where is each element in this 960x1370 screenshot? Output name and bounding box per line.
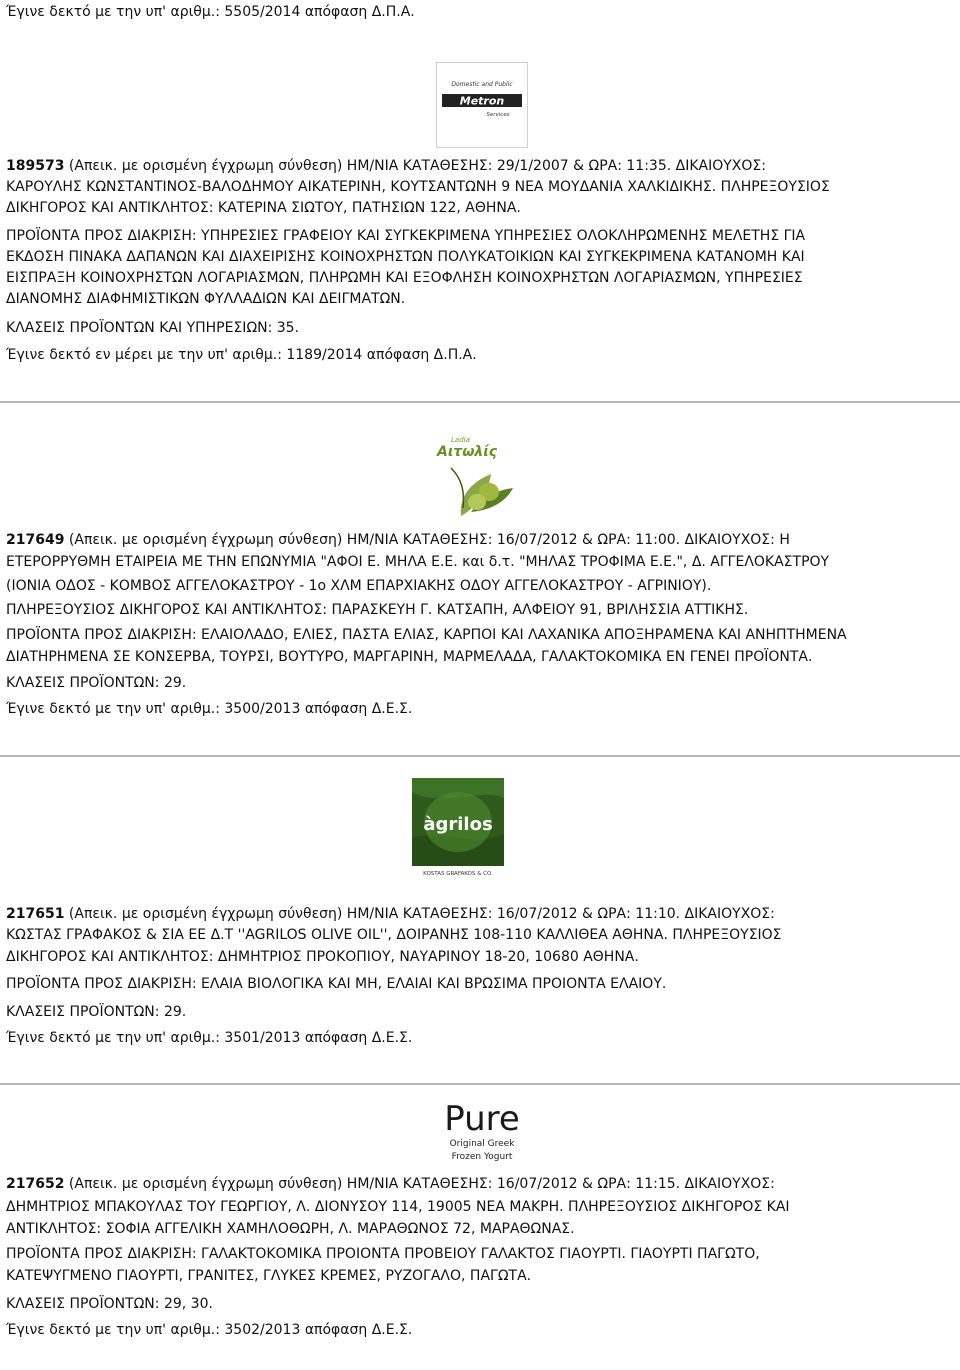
entry-text-line: ΔΙΚΗΓΟΡΟΣ ΚΑΙ ΑΝΤΙΚΛΗΤΟΣ: ΔΗΜΗΤΡΙΟΣ ΠΡΟΚΟΠΙΟΥ, ΝΑΥΑΡΙΝΟΥ 18-20, 10680 ΑΘΗΝΑ. xyxy=(6,949,639,965)
divider xyxy=(0,755,960,757)
entry-text-line: ΠΛΗΡΕΞΟΥΣΙΟΣ ΔΙΚΗΓΟΡΟΣ ΚΑΙ ΑΝΤΙΚΛΗΤΟΣ: ΠΑΡΑΣΚΕΥΗ Γ. ΚΑΤΣΑΠΗ, ΑΛΦΕΙΟΥ 91, ΒΡΙΛΗΣΣΙΑ ΑΤΤΙΚΗΣ. xyxy=(6,602,749,618)
entry-number: 217649 xyxy=(6,532,65,548)
pure-logo xyxy=(436,1094,528,1166)
entry-decision: Έγινε δεκτό με την υπ' αριθμ.: 3500/2013 απόφαση Δ.Ε.Σ. xyxy=(6,701,413,717)
metron-logo-services: Services xyxy=(486,112,510,118)
entry-text-line: ΕΚΔΟΣΗ ΠΙΝΑΚΑ ΔΑΠΑΝΩΝ ΚΑΙ ΔΙΑΧΕΙΡΙΣΗΣ ΚΟΙΝΟΧΡΗΣΤΩΝ ΠΟΛΥΚΑΤΟΙΚΙΩΝ ΚΑΙ ΣΥΓΚΕΚΡΙΜΕΝΑ ΚΑΤΑΝΟΜΗ ΚΑΙ xyxy=(6,249,805,265)
metron-logo-wordmark: Metron xyxy=(459,94,505,108)
metron-logo-tagline: Domestic and Public xyxy=(451,81,513,88)
entry-classes: ΚΛΑΣΕΙΣ ΠΡΟΪΟΝΤΩΝ: 29, 30. xyxy=(6,1296,213,1312)
entry-text-line: ΑΝΤΙΚΛΗΤΟΣ: ΣΟΦΙΑ ΑΓΓΕΛΙΚΗ ΧΑΜΗΛΟΘΩΡΗ, Λ. ΜΑΡΑΘΩΝΟΣ 72, ΜΑΡΑΘΩΝΑΣ. xyxy=(6,1221,575,1237)
pure-logo-line-2: Original Greek xyxy=(449,1139,515,1149)
agrilos-logo-company: KOSTAS GRAFAKOS & CO. xyxy=(423,871,493,877)
entry-number: 217651 xyxy=(6,906,65,922)
entry-text-line: ΔΙΚΗΓΟΡΟΣ ΚΑΙ ΑΝΤΙΚΛΗΤΟΣ: ΚΑΤΕΡΙΝΑ ΣΙΩΤΟΥ, ΠΑΤΗΣΙΩΝ 122, ΑΘΗΝΑ. xyxy=(6,200,521,216)
entry-number: 217652 xyxy=(6,1176,65,1192)
entry-products-line: ΠΡΟΪΟΝΤΑ ΠΡΟΣ ΔΙΑΚΡΙΣΗ: ΕΛΑΙΟΛΑΔΟ, ΕΛΙΕΣ, ΠΑΣΤΑ ΕΛΙΑΣ, ΚΑΡΠΟΙ ΚΑΙ ΛΑΧΑΝΙΚΑ ΑΠΟΞΗΡΑΜΕΝΑ ΚΑΙ ΑΝΗΠΤΗΜΕΝΑ xyxy=(6,627,847,643)
entry-text-line: ΚΩΣΤΑΣ ΓΡΑΦΑΚΟΣ & ΣΙΑ ΕΕ Δ.Τ ''AGRILOS OLIVE OIL'', ΔΟΙΡΑΝΗΣ 108-110 ΚΑΛΛΙΘΕΑ ΑΘΗΝΑ. ΠΛΗΡΕΞΟΥΣΙΟΣ xyxy=(6,927,782,943)
entry-number: 189573 xyxy=(6,158,65,174)
entry-text-line: (ΙΟΝΙΑ ΟΔΟΣ - ΚΟΜΒΟΣ ΑΓΓΕΛΟΚΑΣΤΡΟΥ - 1ο ΧΛΜ ΕΠΑΡΧΙΑΚΗΣ ΟΔΟΥ ΑΓΓΕΛΟΚΑΣΤΡΟΥ - ΑΓΡΙΝΙΟΥ). xyxy=(6,578,712,594)
aitolis-logo-wordmark: Αιτωλίς xyxy=(437,444,498,460)
entry-text-line: ΚΑΤΕΨΥΓΜΕΝΟ ΓΙΑΟΥΡΤΙ, ΓΡΑΝΙΤΕΣ, ΓΛΥΚΕΣ ΚΡΕΜΕΣ, ΡΥΖΟΓΑΛΟ, ΠΑΓΩΤΑ. xyxy=(6,1268,532,1284)
entry-text-line: ΚΑΡΟΥΛΗΣ ΚΩΝΣΤΑΝΤΙΝΟΣ-ΒΑΛΟΔΗΜΟΥ ΑΙΚΑΤΕΡΙΝΗ, ΚΟΥΤΣΑΝΤΩΝΗ 9 ΝΕΑ ΜΟΥΔΑΝΙΑ ΧΑΛΚΙΔΙΚΗΣ. ΠΛΗΡΕΞΟΥΣΙΟΣ xyxy=(6,179,830,195)
header-note: Έγινε δεκτό με την υπ' αριθμ.: 5505/2014 απόφαση Δ.Π.Α. xyxy=(6,4,415,20)
entry-217649-line-1: 217649 (Απεικ. με ορισμένη έγχρωμη σύνθεση) ΗΜ/ΝΙΑ ΚΑΤΑΘΕΣΗΣ: 16/07/2012 & ΩΡΑ: 11:00. ΔΙΚΑΙΟΥΧΟΣ: Η xyxy=(6,532,790,548)
entry-products-line: ΠΡΟΪΟΝΤΑ ΠΡΟΣ ΔΙΑΚΡΙΣΗ: ΕΛΑΙΑ ΒΙΟΛΟΓΙΚΑ ΚΑΙ ΜΗ, ΕΛΑΙΑΙ ΚΑΙ ΒΡΩΣΙΜΑ ΠΡΟΙΟΝΤΑ ΕΛΑΙΟΥ. xyxy=(6,976,667,992)
entry-text-line: ΔΙΑΤΗΡΗΜΕΝΑ ΣΕ ΚΟΝΣΕΡΒΑ, ΤΟΥΡΣΙ, ΒΟΥΤΥΡΟ, ΜΑΡΓΑΡΙΝΗ, ΜΑΡΜΕΛΑΔΑ, ΓΑΛΑΚΤΟΚΟΜΙΚΑ ΕΝ ΓΕΝΕΙ ΠΡΟΪΟΝΤΑ. xyxy=(6,649,813,665)
entry-products-line: ΠΡΟΪΟΝΤΑ ΠΡΟΣ ΔΙΑΚΡΙΣΗ: ΥΠΗΡΕΣΙΕΣ ΓΡΑΦΕΙΟΥ ΚΑΙ ΣΥΓΚΕΚΡΙΜΕΝΑ ΥΠΗΡΕΣΙΕΣ ΟΛΟΚΛΗΡΩΜΕΝΗΣ ΜΕΛΕΤΗΣ ΓΙΑ xyxy=(6,228,806,244)
entry-217651-line-1: 217651 (Απεικ. με ορισμένη έγχρωμη σύνθεση) ΗΜ/ΝΙΑ ΚΑΤΑΘΕΣΗΣ: 16/07/2012 & ΩΡΑ: 11:10. ΔΙΚΑΙΟΥΧΟΣ: xyxy=(6,906,775,922)
pure-logo-line-3: Frozen Yogurt xyxy=(451,1152,513,1162)
aitolis-logo xyxy=(431,428,517,518)
divider xyxy=(0,1083,960,1085)
agrilos-logo xyxy=(412,778,504,878)
aitolis-logo-small: Ladia xyxy=(451,436,470,444)
entry-decision: Έγινε δεκτό με την υπ' αριθμ.: 3502/2013 απόφαση Δ.Ε.Σ. xyxy=(6,1322,413,1338)
entry-decision: Έγινε δεκτό με την υπ' αριθμ.: 3501/2013 απόφαση Δ.Ε.Σ. xyxy=(6,1030,413,1046)
entry-products-line: ΠΡΟΪΟΝΤΑ ΠΡΟΣ ΔΙΑΚΡΙΣΗ: ΓΑΛΑΚΤΟΚΟΜΙΚΑ ΠΡΟΙΟΝΤΑ ΠΡΟΒΕΙΟΥ ΓΑΛΑΚΤΟΣ ΓΙΑΟΥΡΤΙ. ΓΙΑΟΥΡΤΙ ΠΑΓΩΤΟ, xyxy=(6,1246,760,1262)
divider xyxy=(0,401,960,403)
metron-logo xyxy=(436,62,528,148)
entry-text-line: ΔΗΜΗΤΡΙΟΣ ΜΠΑΚΟΥΛΑΣ ΤΟΥ ΓΕΩΡΓΙΟΥ, Λ. ΔΙΟΝΥΣΟΥ 114, 19005 ΝΕΑ ΜΑΚΡΗ. ΠΛΗΡΕΞΟΥΣΙΟΣ ΔΙΚΗΓΟΡΟΣ ΚΑΙ xyxy=(6,1199,790,1215)
agrilos-logo-wordmark: àgrilos xyxy=(423,814,493,835)
entry-decision: Έγινε δεκτό εν μέρει με την υπ' αριθμ.: 1189/2014 απόφαση Δ.Π.Α. xyxy=(6,347,477,363)
entry-217652-line-1: 217652 (Απεικ. με ορισμένη έγχρωμη σύνθεση) ΗΜ/ΝΙΑ ΚΑΤΑΘΕΣΗΣ: 16/07/2012 & ΩΡΑ: 11:15. ΔΙΚΑΙΟΥΧΟΣ: xyxy=(6,1176,775,1192)
entry-classes: ΚΛΑΣΕΙΣ ΠΡΟΪΟΝΤΩΝ: 29. xyxy=(6,675,187,691)
entry-text-line: ΔΙΑΝΟΜΗΣ ΔΙΑΦΗΜΙΣΤΙΚΩΝ ΦΥΛΛΑΔΙΩΝ ΚΑΙ ΔΕΙΓΜΑΤΩΝ. xyxy=(6,291,406,307)
entry-classes: ΚΛΑΣΕΙΣ ΠΡΟΪΟΝΤΩΝ: 29. xyxy=(6,1004,187,1020)
pure-logo-wordmark: Pure xyxy=(444,1099,520,1139)
entry-189573-line-1: 189573 (Απεικ. με ορισμένη έγχρωμη σύνθεση) ΗΜ/ΝΙΑ ΚΑΤΑΘΕΣΗΣ: 29/1/2007 & ΩΡΑ: 11:35. ΔΙΚΑΙΟΥΧΟΣ: xyxy=(6,158,766,174)
entry-classes: ΚΛΑΣΕΙΣ ΠΡΟΪΟΝΤΩΝ ΚΑΙ ΥΠΗΡΕΣΙΩΝ: 35. xyxy=(6,320,300,336)
entry-text-line: ΕΤΕΡΟΡΡΥΘΜΗ ΕΤΑΙΡΕΙΑ ΜΕ ΤΗΝ ΕΠΩΝΥΜΙΑ "ΑΦΟΙ Ε. ΜΗΛΑ Ε.Ε. και δ.τ. "ΜΗΛΑΣ ΤΡΟΦΙΜΑ Ε.Ε.", Δ. ΑΓΓΕΛΟΚΑΣΤΡΟΥ xyxy=(6,554,830,570)
entry-text-line: ΕΙΣΠΡΑΞΗ ΚΟΙΝΟΧΡΗΣΤΩΝ ΛΟΓΑΡΙΑΣΜΩΝ, ΠΛΗΡΩΜΗ ΚΑΙ ΕΞΟΦΛΗΣΗ ΚΟΙΝΟΧΡΗΣΤΩΝ ΛΟΓΑΡΙΑΣΜΩΝ, ΥΠΗΡΕΣΙΕΣ xyxy=(6,270,803,286)
